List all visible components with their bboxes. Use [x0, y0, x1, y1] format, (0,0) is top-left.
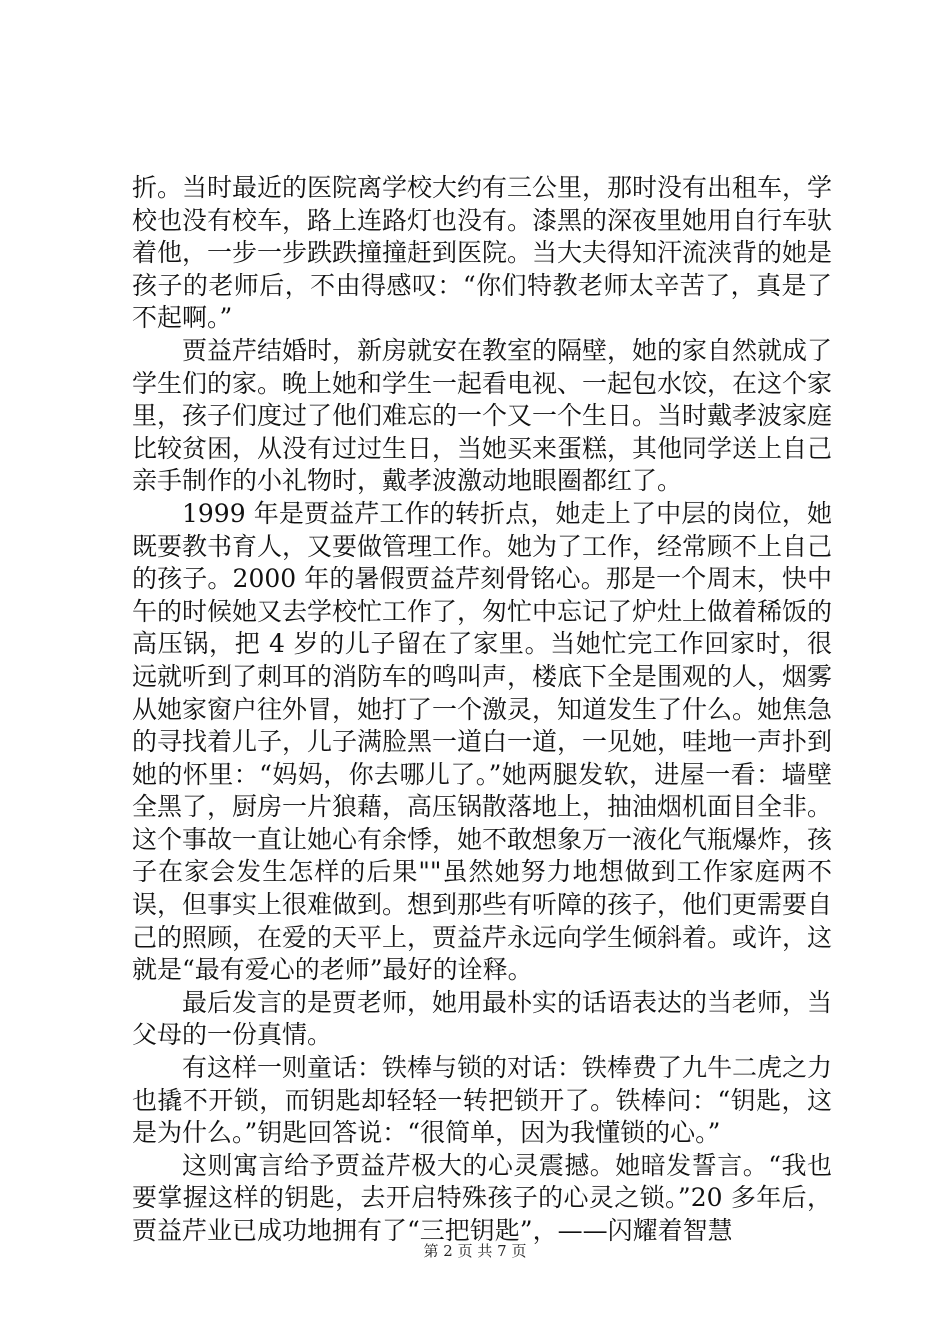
paragraph-5: 有这样一则童话：铁棒与锁的对话：铁棒费了九牛二虎之力也撬不开锁，而钥匙却轻轻一转把锁开了。铁棒问：“钥匙，这是为什么。”钥匙回答说：“很简单，因为我懂锁的心。”	[132, 1053, 833, 1148]
paragraph-4: 最后发言的是贾老师，她用最朴实的话语表达的当老师，当父母的一份真情。	[132, 987, 833, 1050]
page-footer: 第 2 页 共 7 页	[423, 1242, 527, 1260]
document-body	[132, 172, 832, 1248]
paragraph-2: 贾益芹结婚时，新房就安在教室的隔壁，她的家自然就成了学生们的家。晚上她和学生一起看电视、一起包水饺，在这个家里，孩子们度过了他们难忘的一个又一个生日。当时戴孝波家庭比较贫困，从没有过过生日，当她买来蛋糕，其他同学送上自己亲手制作的小礼物时，戴孝波激动地眼圈都红了。	[132, 335, 833, 496]
paragraph-3: 1999 年是贾益芹工作的转折点，她走上了中层的岗位，她既要教书育人，又要做管理工作。她为了工作，经常顾不上自己的孩子。2000 年的暑假贾益芹刻骨铭心。那是一个周末，快中午的时候她又去学校忙工作了，匆忙中忘记了炉灶上做着稀饭的高压锅，把 4 岁的儿子留在了家里。当她忙完工作回家时，很远就听到了刺耳的消防车的鸣叫声，楼底下全是围观的人，烟雾从她家窗户往外冒，她打了一个激灵，知道发生了什么。她焦急的寻找着儿子，儿子满脸黑一道白一道，一见她，哇地一声扑到她的怀里：“妈妈，你去哪儿了。”她两腿发软，进屋一看：墙壁全黑了，厨房一片狼藉，高压锅散落地上，抽油烟机面目全非。这个事故一直让她心有余悸，她不敢想象万一液化气瓶爆炸，孩子在家会发生怎样的后果""虽然她努力地想做到工作家庭两不误，但事实上很难做到。想到那些有听障的孩子，他们更需要自己的照顾，在爱的天平上，贾益芹永远向学生倾斜着。或许，这就是“最有爱心的老师”最好的诠释。	[132, 498, 833, 985]
paragraph-6: 这则寓言给予贾益芹极大的心灵震撼。她暗发誓言。“我也要掌握这样的钥匙，去开启特殊孩子的心灵之锁。”20 多年后，贾益芹业已成功地拥有了“三把钥匙”，——闪耀着智慧	[132, 1150, 832, 1245]
paragraph-1: 折。当时最近的医院离学校大约有三公里，那时没有出租车，学校也没有校车，路上连路灯也没有。漆黑的深夜里她用自行车驮着他，一步一步跌跌撞撞赶到医院。当大夫得知汗流浃背的她是孩子的老师后，不由得感叹：“你们特教老师太辛苦了，真是了不起啊。”	[132, 173, 833, 333]
